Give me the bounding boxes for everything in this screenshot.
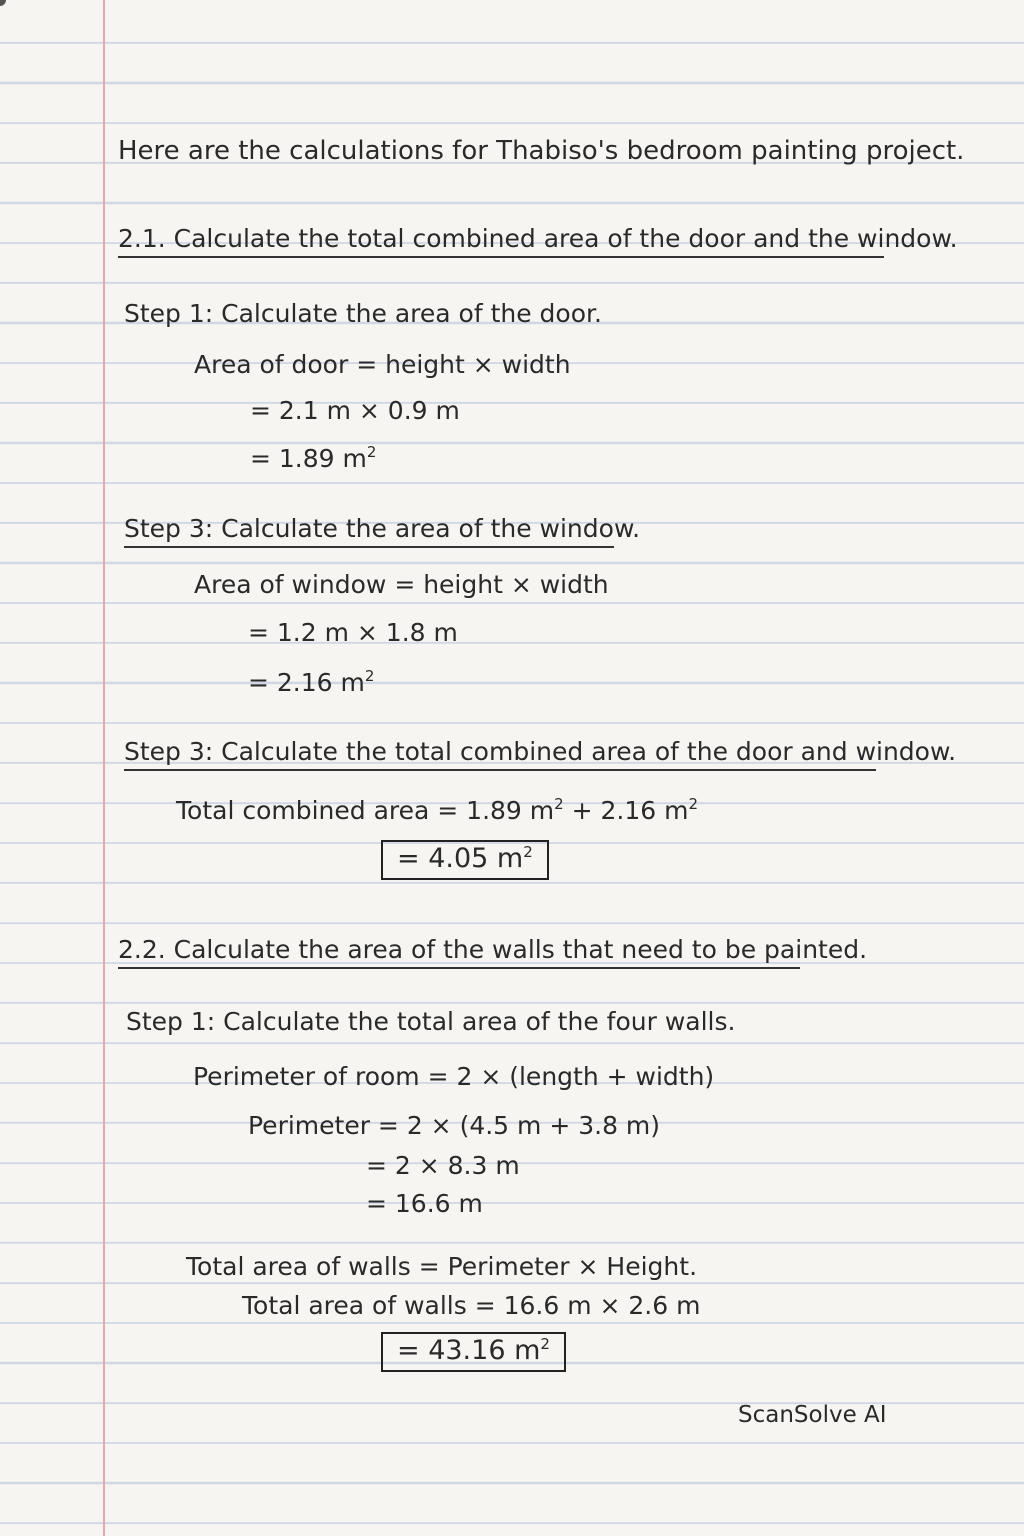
door-formula: Area of door = height × width xyxy=(194,350,571,379)
perimeter-substitution: Perimeter = 2 × (4.5 m + 3.8 m) xyxy=(248,1111,661,1140)
total-combined-formula: Total combined area = 1.89 $m^2 + 2.16$ $m^2$ xyxy=(176,795,699,825)
step-door-title: Step 1: Calculate the area of the door. xyxy=(124,299,602,328)
question-2-1-heading: 2.1. Calculate the total combined area of the door and the window. xyxy=(118,224,884,258)
walls-area-substitution: Total area of walls = 16.6 m × 2.6 m xyxy=(242,1291,701,1320)
combined-area-answer-box: = 4.05 $m^2$ xyxy=(381,840,549,880)
door-result: = 1.89 $m^2$ xyxy=(250,443,377,473)
corner-mark xyxy=(0,0,6,6)
window-formula: Area of window = height × width xyxy=(194,570,609,599)
door-substitution: = 2.1 m × 0.9 m xyxy=(250,396,460,425)
margin-line xyxy=(103,0,105,1536)
perimeter-formula: Perimeter of room = 2 × (length + width) xyxy=(193,1062,715,1091)
intro-text: Here are the calculations for Thabiso's bedroom painting project. xyxy=(118,136,965,166)
footer-watermark: ScanSolve AI xyxy=(738,1402,887,1428)
step-window-title: Step 3: Calculate the area of the window. xyxy=(124,514,614,548)
walls-area-answer-box: = 43.16 $m^2$ xyxy=(381,1332,566,1372)
walls-area-formula: Total area of walls = Perimeter × Height. xyxy=(186,1252,698,1281)
perimeter-intermediate: = 2 × 8.3 m xyxy=(366,1151,520,1180)
question-2-2-heading: 2.2. Calculate the area of the walls that need to be painted. xyxy=(118,935,800,969)
step-walls-title: Step 1: Calculate the total area of the four walls. xyxy=(126,1007,736,1036)
perimeter-result: = 16.6 m xyxy=(366,1189,483,1218)
window-result: = 2.16 $m^2$ xyxy=(248,667,375,697)
step-total-title: Step 3: Calculate the total combined area of the door and window. xyxy=(124,737,876,771)
window-substitution: = 1.2 m × 1.8 m xyxy=(248,618,458,647)
